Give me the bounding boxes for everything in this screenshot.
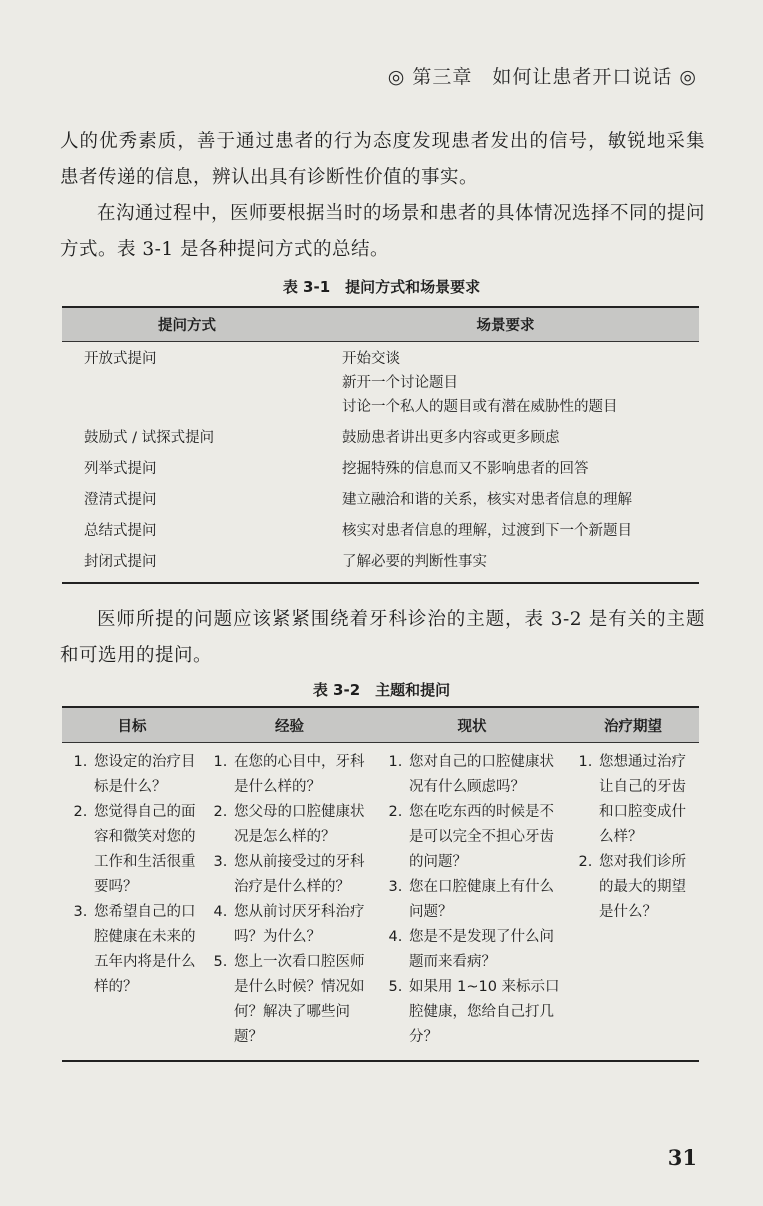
question-list xyxy=(383,750,563,1050)
list-item: 2. 您对我们诊所的最大的期望是什么？ xyxy=(597,850,695,925)
table-row xyxy=(62,342,699,422)
column-header-scene: 场景要求 xyxy=(312,307,699,342)
table-3-1 xyxy=(62,306,699,584)
list-item: 1. 您对自己的口腔健康状况有什么顾虑吗？ xyxy=(407,750,563,800)
scene-cell: 挖掘特殊的信息而又不影响患者的回答 xyxy=(342,461,589,477)
column-header-status: 现状 xyxy=(377,707,567,743)
list-item: 5. 您上一次看口腔医师是什么时候？情况如何？解决了哪些问题？ xyxy=(232,950,373,1050)
paragraph-2: 在沟通过程中，医师要根据当时的场景和患者的具体情况选择不同的提问方式。表 3-1 是各种提问方式的总结。 xyxy=(60,203,706,260)
list-item: 3. 您在口腔健康上有什么问题？ xyxy=(407,875,563,925)
method-cell: 鼓励式 / 试探式提问 xyxy=(84,430,215,446)
table-row xyxy=(62,743,699,1062)
table-row xyxy=(62,514,699,545)
scene-cell: 建立融洽和谐的关系，核实对患者信息的理解 xyxy=(342,492,632,508)
table-row xyxy=(62,452,699,483)
column-header-expectation: 治疗期望 xyxy=(567,707,699,743)
method-cell: 总结式提问 xyxy=(84,523,157,539)
list-item: 3. 您希望自己的口腔健康在未来的五年内将是什么样的？ xyxy=(92,900,198,1000)
list-item: 1. 您想通过治疗让自己的牙齿和口腔变成什么样？ xyxy=(597,750,695,850)
list-item: 2. 您父母的口腔健康状况是怎么样的？ xyxy=(232,800,373,850)
scene-line: 讨论一个私人的题目或有潜在威胁性的题目 xyxy=(342,399,618,415)
table-row xyxy=(62,421,699,452)
table-3-2 xyxy=(62,706,699,1062)
table-3-1-caption: 表 3-1 提问方式和场景要求 xyxy=(282,278,481,296)
scene-line: 新开一个讨论题目 xyxy=(342,375,458,391)
list-item: 1. 您设定的治疗目标是什么？ xyxy=(92,750,198,800)
scene-cell: 鼓励患者讲出更多内容或更多顾虑 xyxy=(342,430,560,446)
scene-cell xyxy=(312,342,699,422)
question-list xyxy=(68,750,198,1000)
status-cell xyxy=(377,743,567,1062)
column-header-goal: 目标 xyxy=(62,707,202,743)
list-item: 2. 您在吃东西的时候是不是可以完全不担心牙齿的问题？ xyxy=(407,800,563,875)
column-header-experience: 经验 xyxy=(202,707,377,743)
experience-cell xyxy=(202,743,377,1062)
paragraph-1: 人的优秀素质，善于通过患者的行为态度发现患者发出的信号，敏锐地采集患者传递的信息，辨认出具有诊断性价值的事实。 xyxy=(60,131,705,188)
method-cell: 列举式提问 xyxy=(84,461,157,477)
list-item: 3. 您从前接受过的牙科治疗是什么样的？ xyxy=(232,850,373,900)
scene-cell: 了解必要的判断性事实 xyxy=(342,554,487,570)
goal-cell xyxy=(62,743,202,1062)
question-list xyxy=(208,750,373,1050)
page-number: 31 xyxy=(667,1145,697,1170)
list-item: 4. 您从前讨厌牙科治疗吗？为什么？ xyxy=(232,900,373,950)
scene-line: 开始交谈 xyxy=(342,351,400,367)
table-row xyxy=(62,483,699,514)
method-cell: 澄清式提问 xyxy=(84,492,157,508)
column-header-method: 提问方式 xyxy=(62,307,312,342)
question-list xyxy=(573,750,695,925)
paragraph-3: 医师所提的问题应该紧紧围绕着牙科诊治的主题，表 3-2 是有关的主题和可选用的提问。 xyxy=(60,609,705,666)
list-item: 1. 在您的心目中，牙科是什么样的？ xyxy=(232,750,373,800)
running-header: ◎ 第三章 如何让患者开口说话 ◎ xyxy=(387,66,697,88)
method-cell: 开放式提问 xyxy=(84,351,157,367)
list-item: 5. 如果用 1~10 来标示口腔健康，您给自己打几分？ xyxy=(407,975,563,1050)
list-item: 2. 您觉得自己的面容和微笑对您的工作和生活很重要吗？ xyxy=(92,800,198,900)
scene-cell: 核实对患者信息的理解，过渡到下一个新题目 xyxy=(342,523,632,539)
table-row xyxy=(62,545,699,583)
list-item: 4. 您是不是发现了什么问题而来看病？ xyxy=(407,925,563,975)
expectation-cell xyxy=(567,743,699,1062)
table-3-2-caption: 表 3-2 主题和提问 xyxy=(312,681,451,699)
method-cell: 封闭式提问 xyxy=(84,554,157,570)
